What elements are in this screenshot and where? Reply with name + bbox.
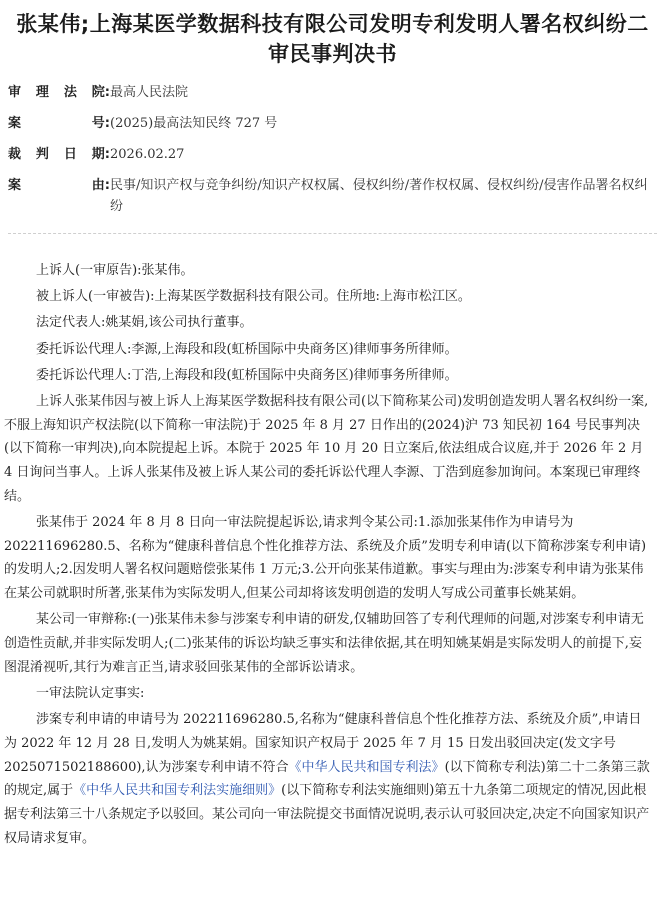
meta-key-date: 裁 判 日 期: — [8, 147, 110, 162]
party-legal-representative: 法定代表人:姚某娟,该公司执行董事。 — [36, 315, 253, 331]
section-divider — [8, 233, 657, 234]
judgment-body — [4, 259, 652, 853]
patent-law-link[interactable]: 《中华人民共和国专利法》 — [288, 759, 445, 775]
findings-text-a: 涉案专利申请的申请号为 202211696280.5,名称为“健康科普信息个性化推荐方法、系统及介质”,申请日为 2022 年 12 月 28 日,发明人为姚某娟。国家知识产权局于 2025 年 7 月 15 日发出驳回决定(发文字号 2025071502188600),认为涉案专利申请不符合 — [4, 712, 642, 775]
meta-value-court: 最高人民法院 — [110, 85, 189, 100]
paragraph-claims: 张某伟于 2024 年 8 月 8 日向一审法院提起诉讼,请求判令某公司:1.添加张某伟作为申请号为202211696280.5、名称为“健康科普信息个性化推荐方法、系统及介质”发明专利申请(以下简称涉案专利申请)的发明人;2.因发明人署名权问题赔偿张某伟 1 万元;3.公开向张某伟道歉。事实与理由为:涉案专利申请为张某伟在某公司就职时所著,张某伟为实际发明人,但某公司却将该发明创造的发明人写成公司董事长姚某娟。 — [4, 515, 647, 602]
paragraph-defense: 某公司一审辩称:(一)张某伟未参与涉案专利申请的研发,仅辅助回答了专利代理师的问题,对涉案专利申请无创造性贡献,并非实际发明人;(二)张某伟的诉讼均缺乏事实和法律依据,其在明知姚某娟是实际发明人的前提下,妄图混淆视听,其行为难言正当,请求驳回张某伟的全部诉讼请求。 — [4, 612, 644, 675]
meta-key-case-number: 案 号: — [8, 116, 110, 131]
party-agent-2: 委托诉讼代理人:丁浩,上海段和段(虹桥国际中央商务区)律师事务所律师。 — [36, 367, 458, 383]
bottom-fade — [0, 891, 663, 909]
meta-row-date — [8, 144, 658, 165]
findings-text-c: (以下简称专利法实施细则)第五十九条第二项规定的情况,因此根据专利法第三十八条规定予以驳回。某公司向一审法院提交书面情况说明,表示认可驳回决定,决定不向国家知识产权局请求复审。 — [4, 783, 650, 846]
meta-key-court: 审 理 法 院: — [8, 85, 110, 100]
case-metadata — [8, 82, 658, 227]
paragraph-case-origin: 上诉人张某伟因与被上诉人上海某医学数据科技有限公司(以下简称某公司)发明创造发明人署名权纠纷一案,不服上海知识产权法院(以下简称一审法院)于 2025 年 8 月 27 日作出的(2024)沪 73 知民初 164 号民事判决(以下简称一审判决),向本院提起上诉。本院于 2025 年 10 月 20 日立案后,依法组成合议庭,并于 2026 年 2 月 4 日询问当事人。上诉人张某伟及被上诉人某公司的委托诉讼代理人李源、丁浩到庭参加询问。本案现已审理终结。 — [4, 394, 649, 504]
patent-law-rules-link[interactable]: 《中华人民共和国专利法实施细则》 — [73, 783, 282, 799]
paragraph-findings-heading: 一审法院认定事实: — [36, 685, 145, 701]
meta-key-cause: 案 由: — [8, 178, 110, 193]
paragraph-findings — [4, 708, 652, 850]
findings-text-b: (以下简称专利法)第二十二条第三款的规定,属于 — [4, 759, 650, 799]
party-appellee: 被上诉人(一审被告):上海某医学数据科技有限公司。住所地:上海市松江区。 — [36, 289, 471, 305]
meta-value-cause: 民事/知识产权与竞争纠纷/知识产权权属、侵权纠纷/著作权权属、侵权纠纷/侵害作品署名权纠纷 — [110, 178, 648, 214]
meta-row-court — [8, 82, 658, 103]
party-appellant: 上诉人(一审原告):张某伟。 — [36, 263, 194, 278]
party-agent-1: 委托诉讼代理人:李源,上海段和段(虹桥国际中央商务区)律师事务所律师。 — [36, 341, 458, 357]
meta-value-case-number: (2025)最高法知民终 727 号 — [110, 116, 278, 131]
meta-row-cause — [8, 175, 658, 217]
document-title: 张某伟;上海某医学数据科技有限公司发明专利发明人署名权纠纷二审民事判决书 — [16, 12, 649, 66]
meta-row-case-number — [8, 113, 658, 134]
meta-value-date: 2026.02.27 — [110, 147, 185, 162]
